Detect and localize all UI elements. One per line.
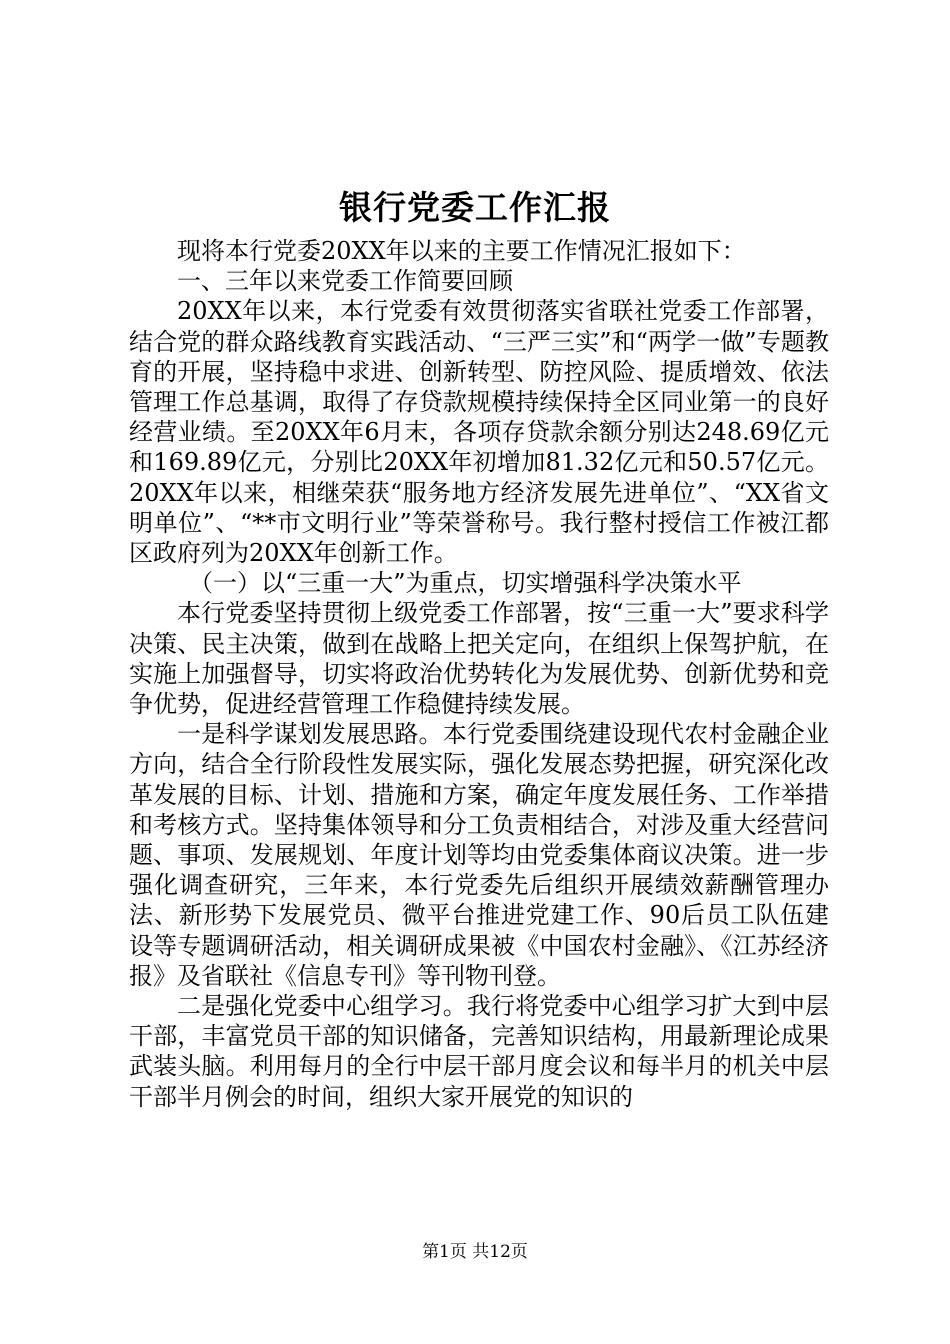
- section-heading: 一、三年以来党委工作简要回顾: [177, 267, 513, 296]
- page-number-footer: 第1页 共12页: [422, 1242, 528, 1262]
- study-paragraph: 二是强化党委中心组学习。我行将党委中心组学习扩大到中层干部，丰富党员干部的知识储备，完善知识结构，用最新理论成果武装头脑。利用每月的全行中层干部月度会议和每半月的机关中层干部半月例会的时间，组织大家开展党的知识的: [129, 992, 829, 1111]
- review-paragraph: 20XX年以来，本行党委有效贯彻落实省联社党委工作部署，结合党的群众路线教育实践活动、“三严三实”和“两学一做”专题教育的开展，坚持稳中求进、创新转型、防控风险、提质增效、依法管理工作总基调，取得了存贷款规模持续保持全区同业第一的良好经营业绩。至20XX年6月末，各项存贷款余额分别达248.69亿元和169.89亿元，分别比20XX年初增加81.32亿元和50.57亿元。20XX年以来，相继荣获“服务地方经济发展先进单位”、“XX省文明单位”、“**市文明行业”等荣誉称号。我行整村授信工作被江都区政府列为20XX年创新工作。: [129, 297, 829, 568]
- planning-paragraph: 一是科学谋划发展思路。本行党委围绕建设现代农村金融企业方向，结合全行阶段性发展实际，强化发展态势把握，研究深化改革发展的目标、计划、措施和方案，确定年度发展任务、工作举措和考核方式。坚持集体领导和分工负责相结合，对涉及重大经营问题、事项、发展规划、年度计划等均由党委集体商议决策。进一步强化调查研究，三年来，本行党委先后组织开展绩效薪酬管理办法、新形势下发展党员、微平台推进党建工作、90后员工队伍建设等专题调研活动，相关调研成果被《中国农村金融》、《江苏经济报》及省联社《信息专刊》等刊物刊登。: [129, 720, 829, 990]
- decision-paragraph: 本行党委坚持贯彻上级党委工作部署，按“三重一大”要求科学决策、民主决策，做到在战略上把关定向，在组织上保驾护航，在实施上加强督导，切实将政治优势转化为发展优势、创新优势和竞争优势，促进经营管理工作稳健持续发展。: [129, 599, 829, 719]
- subsection-heading: （一）以“三重一大”为重点，切实增强科学决策水平: [189, 569, 742, 598]
- document-title: 银行党委工作汇报: [339, 188, 611, 227]
- intro-paragraph: 现将本行党委20XX年以来的主要工作情况汇报如下：: [177, 237, 746, 265]
- document-body: [129, 236, 829, 1112]
